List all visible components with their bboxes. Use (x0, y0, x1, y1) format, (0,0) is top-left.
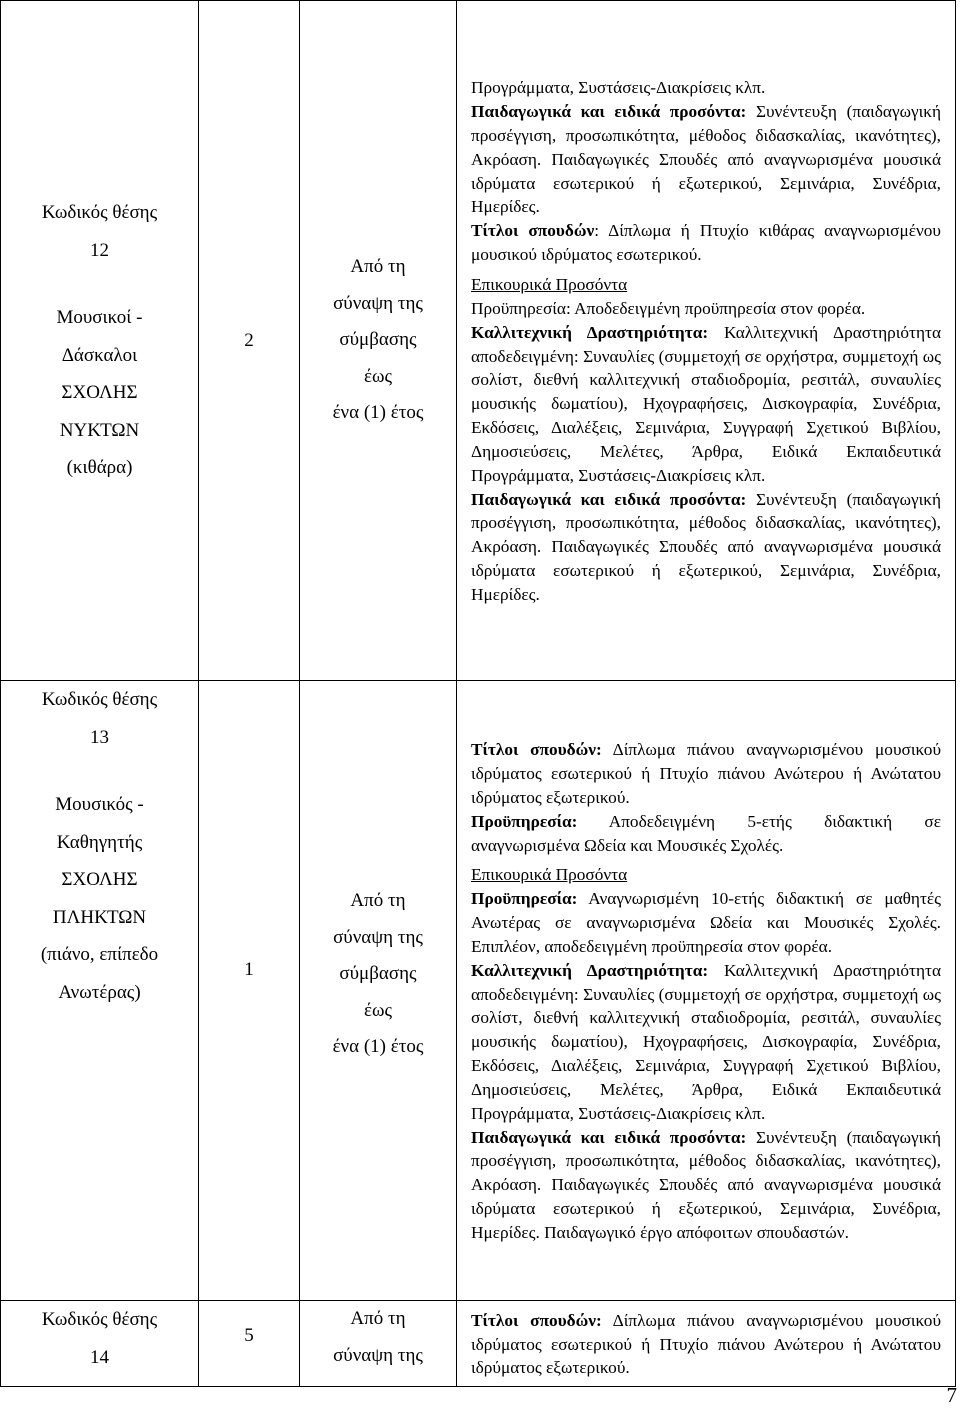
duration-line: έως (363, 365, 392, 387)
requirements-cell (457, 1301, 956, 1387)
position-title-line: (πιάνο, επίπεδο (40, 944, 159, 965)
req-label: Προϋπηρεσία: (471, 298, 571, 318)
count-cell: 5 (199, 1301, 300, 1387)
table-row (1, 1301, 956, 1387)
position-cell (1, 681, 199, 1301)
duration-cell (300, 1301, 457, 1387)
position-title-line: ΠΛΗΚΤΩΝ (52, 906, 147, 928)
duration-line: σύναψη της (333, 926, 423, 948)
req-heading: Επικουρικά Προσόντα (471, 274, 628, 294)
req-paragraph: Παιδαγωγικά και ειδικά προσόντα: Συνέντευξη (παιδαγωγική προσέγγιση, προσωπικότητα, μέθοδος διδασκαλίας, ικανότητες), Ακρόαση. Παιδαγωγικές Σπουδές από αναγνωρισμένα μουσικά ιδρύματα εσωτερικού ή εξωτερικού, Σεμινάρια, Συνέδρια, Ημερίδες. (471, 489, 942, 604)
req-paragraph: Καλλιτεχνική Δραστηριότητα: Καλλιτεχνική Δραστηριότητα αποδεδειγμένη: Συναυλίες (συμμετοχή σε ορχήστρα, συμμετοχή ως σολίστ, διεθνή καλλιτεχνική σταδιοδρομία, ρεσιτάλ, συναυλίες μουσικής δωματίου), Ηχογραφήσεις, Δισκογραφία, Συνέδρια, Εκδόσεις, Διαλέξεις, Σεμινάρια, Συγγραφή Σχετικού Βιβλίου, Δημοσιεύσεις, Μελέτες, Άρθρα, Ειδικά Εκπαιδευτικά Προγράμματα, Συστάσεις-Διακρίσεις κλπ. (471, 960, 941, 1123)
position-title-line: ΣΧΟΛΗΣ (61, 382, 138, 404)
position-title-line: ΣΧΟΛΗΣ (61, 869, 138, 890)
req-paragraph: Τίτλοι σπουδών: Δίπλωμα ή Πτυχίο κιθάρας αναγνωρισμένου μουσικού ιδρύματος εσωτερικού. (471, 221, 941, 265)
duration-line: Από τη (350, 1308, 406, 1329)
req-paragraph: Παιδαγωγικά και ειδικά προσόντα: Συνέντευξη (παιδαγωγική προσέγγιση, προσωπικότητα, μέθοδος διδασκαλίας, ικανότητες), Ακρόαση. Παιδαγωγικές Σπουδές από αναγνωρισμένα μουσικά ιδρύματα εσωτερικού ή εξωτερικού, Σεμινάρια, Συνέδρια, Ημερίδες. Παιδαγωγικό έργο απόφοιτων σπουδαστών. (471, 1127, 942, 1243)
req-paragraph: Παιδαγωγικά και ειδικά προσόντα: Συνέντευξη (παιδαγωγική προσέγγιση, προσωπικότητα, μέθοδος διδασκαλίας, ικανότητες), Ακρόαση. Παιδαγωγικές Σπουδές από αναγνωρισμένα μουσικά ιδρύματα εσωτερικού ή εξωτερικού, Σεμινάρια, Συνέδρια, Ημερίδες. (471, 102, 942, 217)
position-code: 12 (90, 239, 109, 261)
req-label: Καλλιτεχνική Δραστηριότητα: (471, 960, 709, 980)
req-paragraph: Προγράμματα, Συστάσεις-Διακρίσεις κλπ. (471, 78, 766, 98)
req-paragraph: Καλλιτεχνική Δραστηριότητα: Καλλιτεχνική Δραστηριότητα αποδεδειγμένη: Συναυλίες (συμμετοχή σε ορχήστρα, συμμετοχή ως σολίστ, διεθνή καλλιτεχνική σταδιοδρομία, ρεσιτάλ, συναυλίες μουσικής δωματίου), Ηχογραφήσεις, Δισκογραφία, Συνέδρια, Εκδόσεις, Διαλέξεις, Σεμινάρια, Συγγραφή Σχετικού Βιβλίου, Δημοσιεύσεις, Μελέτες, Άρθρα, Ειδικά Εκπαιδευτικά Προγράμματα, Συστάσεις-Διακρίσεις κλπ. (471, 322, 941, 485)
duration-line: ένα (1) έτος (332, 402, 424, 424)
req-label: Παιδαγωγικά και ειδικά προσόντα: (471, 489, 747, 509)
position-title-line: Ανωτέρας) (58, 981, 141, 1003)
req-paragraph: Προϋπηρεσία: Αναγνωρισμένη 10-ετής διδακτική σε μαθητές Ανωτέρας σε αναγνωρισμένα Ωδεία και Μουσικές Σχολές. Επιπλέον, αποδεδειγμένη προϋπηρεσία στον φορέα. (471, 889, 941, 956)
position-code: 14 (90, 1346, 109, 1368)
req-label: Παιδαγωγικά και ειδικά προσόντα: (471, 1127, 747, 1147)
table-row (1, 681, 956, 1301)
requirements-cell (457, 1, 956, 681)
position-title-line: Μουσικός - (55, 794, 144, 815)
duration-line: σύναψη της (333, 1344, 423, 1366)
req-label: Παιδαγωγικά και ειδικά προσόντα: (471, 102, 747, 122)
duration-line: σύναψη της (333, 292, 423, 314)
position-title-line: (κιθάρα) (66, 457, 133, 479)
req-heading: Επικουρικά Προσόντα (471, 865, 628, 885)
position-title-line: Καθηγητής (56, 831, 143, 853)
requirements-cell (457, 681, 956, 1301)
count-cell: 2 (199, 1, 300, 681)
req-paragraph: Τίτλοι σπουδών: Δίπλωμα πιάνου αναγνωρισμένου μουσικού ιδρύματος εσωτερικού ή Πτυχίο πιάνου Ανώτερου ή Ανώτατου ιδρύματος εξωτερικού. (471, 1310, 941, 1378)
position-code: 13 (90, 726, 109, 748)
req-label: Τίτλοι σπουδών: (471, 1310, 602, 1330)
req-paragraph: Τίτλοι σπουδών: Δίπλωμα πιάνου αναγνωρισμένου μουσικού ιδρύματος εσωτερικού ή Πτυχίο πιάνου Ανώτερου ή Ανώτατου ιδρύματος εξωτερικού. (471, 740, 941, 807)
position-title-line: Δάσκαλοι (61, 344, 138, 366)
position-label: Κωδικός θέσης (41, 202, 158, 224)
count-cell: 1 (199, 681, 300, 1301)
req-label: Προϋπηρεσία: (471, 889, 578, 909)
req-paragraph: Προϋπηρεσία: Αποδεδειγμένη 5-ετής διδακτική σε αναγνωρισμένα Ωδεία και Μουσικές Σχολές. (471, 811, 941, 855)
req-label: Τίτλοι σπουδών: (471, 740, 602, 760)
position-cell (1, 1, 199, 681)
duration-line: σύμβασης (339, 963, 417, 984)
duration-line: Από τη (350, 256, 406, 278)
duration-line: έως (363, 999, 392, 1021)
req-label: Προϋπηρεσία: (471, 811, 578, 831)
duration-line: Από τη (350, 890, 406, 911)
position-label: Κωδικός θέσης (41, 1309, 158, 1330)
table-row (1, 1, 956, 681)
duration-line: σύμβασης (339, 329, 417, 351)
duration-cell (300, 681, 457, 1301)
duration-line: ένα (1) έτος (332, 1036, 424, 1057)
req-label: Καλλιτεχνική Δραστηριότητα: (471, 322, 709, 342)
position-title-line: ΝΥΚΤΩΝ (59, 419, 140, 441)
position-title-line: Μουσικοί - (56, 307, 143, 329)
position-label: Κωδικός θέσης (41, 689, 158, 710)
req-paragraph: Προϋπηρεσία: Αποδεδειγμένη προϋπηρεσία στον φορέα. (471, 298, 866, 318)
req-label: Τίτλοι σπουδών (471, 221, 595, 241)
position-cell (1, 1301, 199, 1387)
duration-cell (300, 1, 457, 681)
page-number: 7 (946, 1383, 957, 1407)
